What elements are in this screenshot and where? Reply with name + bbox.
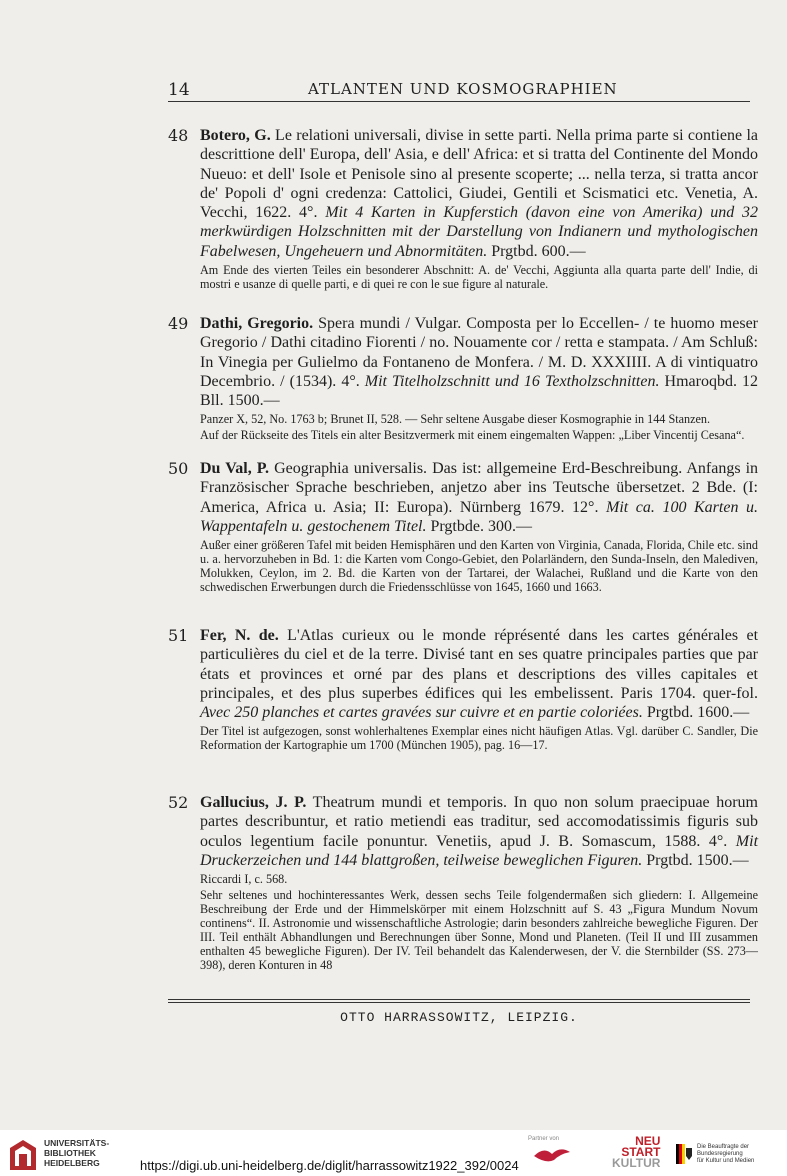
entry-description: Mit 4 Karten in Kupferstich (davon eine von Amerika) und 32 merkwürdigen Holzschnitten mit der Darstellung von Indianern und mythologischen Fabelwesen, Ungeheuern und Abnormitäten. <box>200 204 758 260</box>
entry-description: Avec 250 planches et cartes gravées sur cuivre et en partie coloriées. <box>200 704 643 722</box>
entry-description: Mit ca. 100 Karten u. Wappentafeln u. gestochenem Titel. <box>200 498 759 535</box>
entry-number: 51 <box>168 626 189 645</box>
catalog-entry-51 <box>168 626 758 752</box>
entry-body <box>200 126 758 261</box>
header-rule <box>168 101 750 102</box>
entry-description: Mit Titelholzschnitt und 16 Textholzschnitten. <box>364 372 660 390</box>
entry-body <box>200 459 758 536</box>
page-number: 14 <box>168 80 190 100</box>
footer-rule-2 <box>168 1002 750 1003</box>
entry-text: Le relationi universali, divise in sette parti. Nella prima parte si contiene la descrittione dell' Europa, dell' Asia, e dell' Africa: et si tratta del Continente del Mondo Nueuo: et dell' Isole et Penisole sino al presente scoperte; ... nella terza, si tratta ancor de' Popoli d' ogni credenza: Cattolici, Giudei, Gentili et Scismatici etc. Venetia, A. Vecchi, 1622. 4°. <box>200 127 759 222</box>
entry-description: Mit Druckerzeichen und 144 blattgroßen, teilweise beweglichen Figuren. <box>200 832 759 869</box>
entry-author: Botero, G. <box>200 127 271 144</box>
entry-note-2: Auf der Rückseite des Titels ein alter Besitzvermerk mit einem eingemalten Wappen: „Liber Vincentij Cesana“. <box>200 428 745 443</box>
entry-author: Fer, N. de. <box>200 627 279 644</box>
catalog-entry-50 <box>168 459 758 594</box>
university-library-logo-icon <box>10 1140 36 1170</box>
entry-text: Theatrum mundi et temporis. In quo non solum praecipuae horum partes describuntur, et ratio metiendi eas traditur, sed accomodatissimis figuris sub oculos legentium facile ponuntur. Venetiis, apud J. B. Somascum, 1588. 4°. <box>200 794 758 850</box>
bkm-label[interactable]: Die Beauftragte der Bundesregierung für Kultur und Medien <box>697 1144 755 1164</box>
entry-note: Der Titel ist aufgezogen, sonst wohlerhaltenes Exemplar eines nicht häufigen Atlas. Vgl. darüber C. Sandler, Die Reformation der Kartographie um 1700 (München 1905), pag. 16—17. <box>200 724 758 753</box>
page-url[interactable]: https://digi.ub.uni-heidelberg.de/diglit/harrassowitz1922_392/0024 <box>140 1158 519 1173</box>
partner-label: Partner von <box>528 1136 560 1142</box>
entry-price: 1600.— <box>697 704 750 722</box>
entry-number: 52 <box>168 793 189 812</box>
library-name[interactable]: UNIVERSITÄTS- BIBLIOTHEK HEIDELBERG <box>44 1138 110 1168</box>
page-header <box>168 80 750 102</box>
entry-binding: Prgtbd. <box>646 851 693 869</box>
entry-text: L'Atlas curieux ou le monde réprésenté dans les cartes générales et particulières du ciel et de la terre. Divisé tant en ses quatre principales parties que par états et provinces et orné par des plans et descriptions des villes capitales et principales, et des plus superbes édifices qui les embelissent. Paris 1704. quer-fol. <box>200 627 759 702</box>
catalog-entry-52 <box>168 793 758 972</box>
entry-author: Du Val, P. <box>200 460 270 477</box>
entry-price: 1500.— <box>227 392 280 410</box>
entry-price: 300.— <box>487 517 532 535</box>
running-title: ATLANTEN UND KOSMOGRAPHIEN <box>308 80 618 98</box>
entry-binding: Hmaroqbd. 12 Bll. <box>200 372 759 410</box>
entry-note-2: Sehr seltenes und hochinteressantes Werk, dessen sechs Teile folgendermaßen sich gliedern: I. Allgemeine Beschreibung der Erde und der Himmelskörper mit einem Holzschnitt auf S. 43 „Figura Mundum Novum continens“. II. Astronomie und wissenschaftliche Astrologie; darin besonders zahlreiche bewegliche Figuren. Der III. Teil enthält Abhandlungen und Berechnungen über Sonne, Mond und Planeten. (Teil II und III zusammen enthalten 45 bewegliche Figuren). Der IV. Teil behandelt das Kalenderwesen, der V. die Sternbilder (SS. 273—398), deren Konturen in 48 <box>200 888 758 973</box>
entry-body <box>200 314 758 410</box>
neustart-kultur-logo[interactable]: NEU START KULTUR <box>612 1134 661 1170</box>
entry-price: 600.— <box>541 242 586 260</box>
entry-text: Geographia universalis. Das ist: allgemeine Erd-Beschreibung. Anfangs in Französischer Sprache beschrieben, anjetzo aber ins Teutsche übersetzet. 2 Bde. (I: America, Africa u. Asia; II: Europa). Nürnberg 1679. 12°. <box>200 460 759 516</box>
entry-number: 49 <box>168 314 189 333</box>
entry-text: Spera mundi / Vulgar. Composta per lo Eccellen- / te huomo meser Gregorio / Dathi citadino Fiorenti / no. Nouamente cor / retta e stampata. / Am Schluß: In Vinegia per Gulielmo da Fontaneno de Monfera. / M. D. XXXIIII. A di vintiquatro Decembrio. / (1534). 4°. <box>200 315 758 390</box>
entry-binding: Prgtbde. <box>430 517 484 535</box>
entry-binding: Prgtbd. <box>646 704 694 722</box>
catalog-entry-48 <box>168 126 758 291</box>
entry-author: Dathi, Gregorio. <box>200 315 314 332</box>
entry-author: Gallucius, J. P. <box>200 794 307 811</box>
publisher-footer: OTTO HARRASSOWITZ, LEIPZIG. <box>340 1010 578 1025</box>
entry-number: 50 <box>168 459 189 478</box>
entry-binding: Prgtbd. <box>491 242 538 260</box>
entry-note: Außer einer größeren Tafel mit beiden Hemisphären und den Karten von Virginia, Canada, Florida, Chile etc. sind u. a. hervorzuheben in Bd. 1: die Karten vom Congo-Gebiet, den Polarländern, den Sunda-Inseln, den Malediven, Molukken, Ceylon, im 2. Bd. die Karten von der Tartarei, der Walachei, Rußland und die Karte von den schwedischen Erwerbungen durch die Friedensschlüsse von 1645, 1660 und 1663. <box>200 538 758 595</box>
deutsche-digitale-bibliothek-logo-icon[interactable] <box>532 1144 572 1166</box>
entry-note: Am Ende des vierten Teiles ein besonderer Abschnitt: A. de' Vecchi, Aggiunta alla quarta parte dell' Indie, di mostri e usanze di quelle parti, e di quei re con le sue figure al naturale. <box>200 263 758 292</box>
footer-rule <box>168 999 750 1000</box>
federal-eagle-icon <box>676 1144 692 1164</box>
entry-note: Riccardi I, c. 568. <box>200 872 288 887</box>
entry-price: 1500.— <box>696 851 749 869</box>
entry-body <box>200 626 758 722</box>
entry-body <box>200 793 758 870</box>
catalog-entry-49 <box>168 314 758 442</box>
entry-note: Panzer X, 52, No. 1763 b; Brunet II, 528. — Sehr seltene Ausgabe dieser Kosmographie in 144 Stanzen. <box>200 412 711 427</box>
entry-number: 48 <box>168 126 189 145</box>
